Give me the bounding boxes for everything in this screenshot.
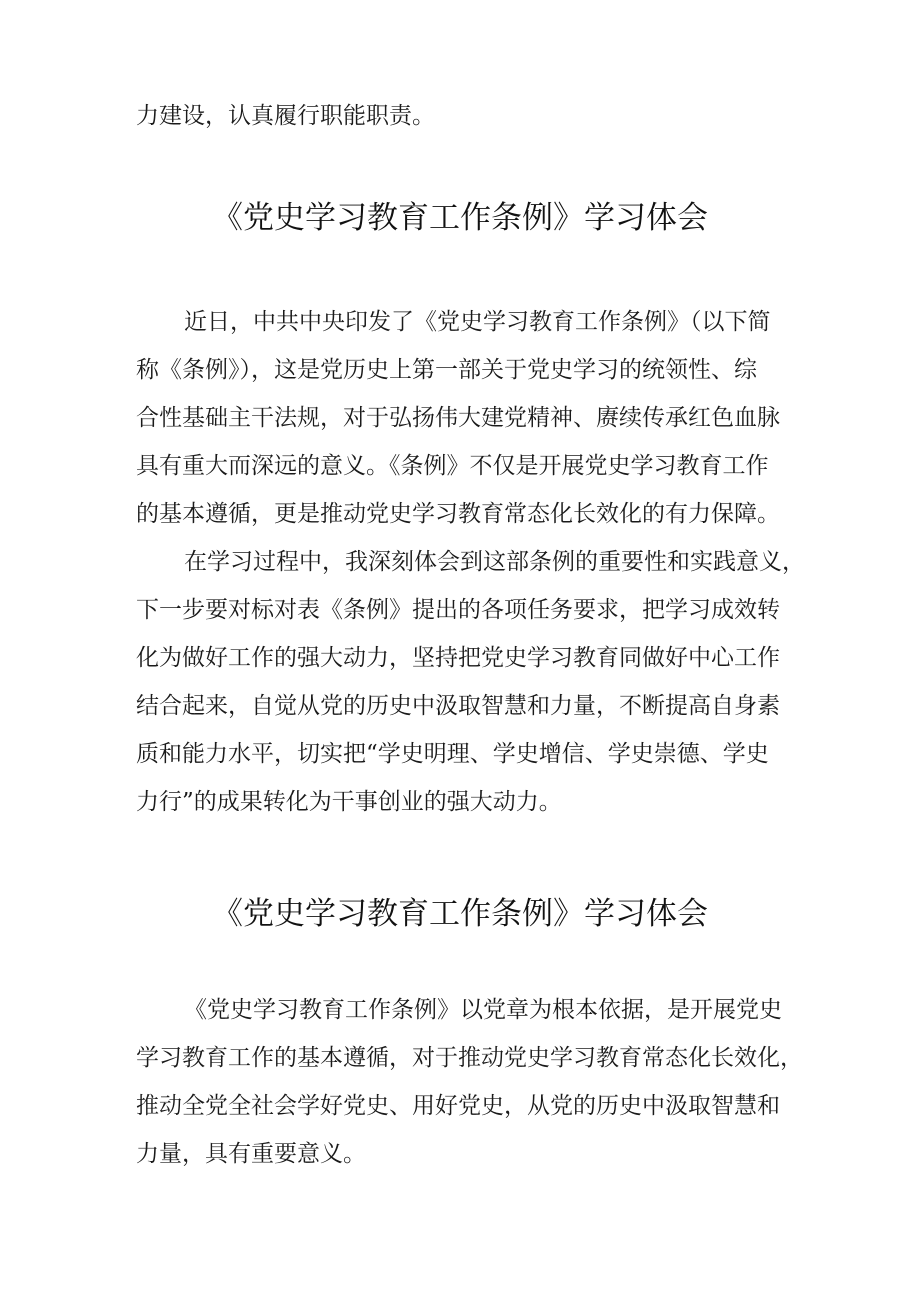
paragraph-line: 化为做好工作的强大动力，坚持把党史学习教育同做好中心工作 bbox=[136, 645, 780, 671]
paragraph-line: 《党史学习教育工作条例》以党章为根本依据，是开展党史 bbox=[184, 997, 782, 1023]
paragraph-line: 称《条例》），这是党历史上第一部关于党史学习的统领性、综 bbox=[136, 357, 757, 383]
paragraph-line: 学习教育工作的基本遵循，对于推动党史学习教育常态化长效化， bbox=[136, 1045, 803, 1071]
paragraph-line: 下一步要对标对表《条例》提出的各项任务要求，把学习成效转 bbox=[136, 597, 780, 623]
paragraph-line: 近日，中共中央印发了《党史学习教育工作条例》（以下简 bbox=[184, 309, 771, 335]
paragraph-line: 推动全党全社会学好党史、用好党史，从党的历史中汲取智慧和 bbox=[136, 1093, 780, 1119]
paragraph-line: 具有重大而深远的意义。《条例》不仅是开展党史学习教育工作 bbox=[136, 453, 769, 479]
paragraph-line: 质和能力水平，切实把“学史明理、学史增信、学史崇德、学史 bbox=[136, 741, 769, 767]
paragraph-line: 合性基础主干法规，对于弘扬伟大建党精神、赓续传承红色血脉 bbox=[136, 405, 780, 431]
paragraph-line: 在学习过程中，我深刻体会到这部条例的重要性和实践意义， bbox=[184, 549, 805, 575]
section-title: 《党史学习教育工作条例》学习体会 bbox=[212, 896, 708, 932]
opening-line: 力建设，认真履行职能职责。 bbox=[136, 103, 435, 129]
paragraph-line: 力量，具有重要意义。 bbox=[136, 1141, 366, 1167]
paragraph-line: 力行”的成果转化为干事创业的强大动力。 bbox=[136, 789, 562, 815]
paragraph-line: 结合起来，自觉从党的历史中汲取智慧和力量，不断提高自身素 bbox=[136, 693, 780, 719]
section-title: 《党史学习教育工作条例》学习体会 bbox=[212, 200, 708, 236]
paragraph-line: 的基本遵循，更是推动党史学习教育常态化长效化的有力保障。 bbox=[136, 501, 780, 527]
